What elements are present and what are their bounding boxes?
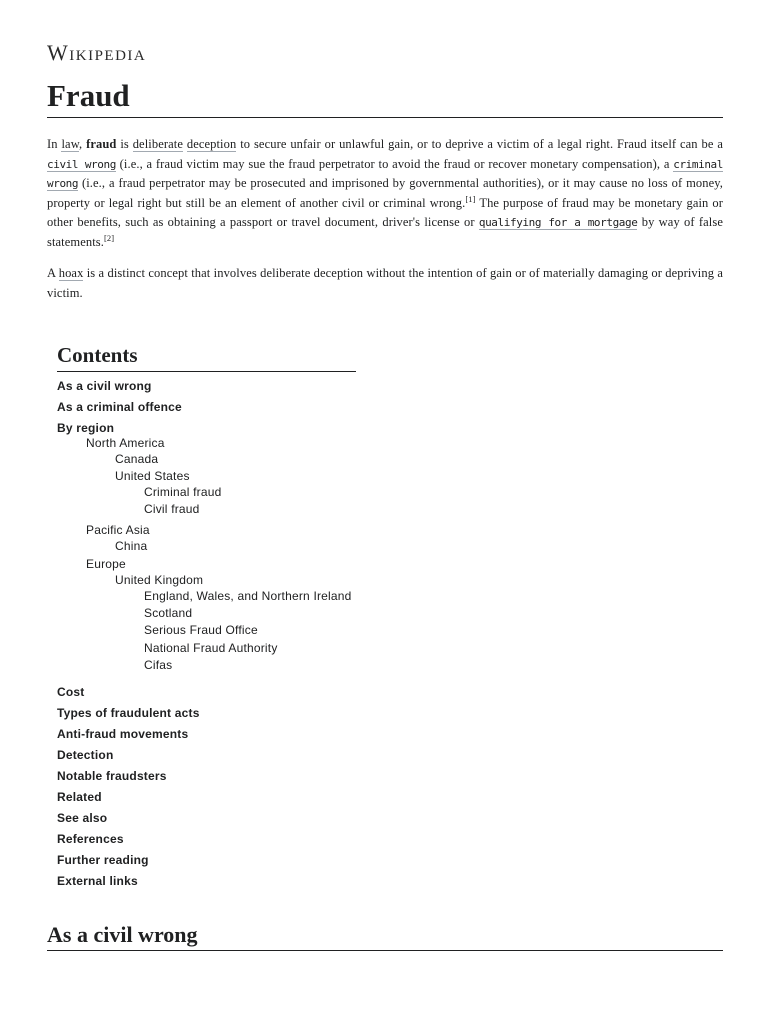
toc-item[interactable]: China [115,539,148,553]
toc-item[interactable]: Scotland [144,606,193,620]
toc-item[interactable]: External links [57,874,138,888]
toc-item[interactable]: Cifas [144,658,173,672]
hoax-paragraph [47,264,723,303]
toc-item[interactable]: See also [57,811,108,825]
link-deception[interactable]: deception [186,137,237,151]
toc-item[interactable]: Detection [57,748,114,762]
toc-item[interactable]: Europe [86,557,126,571]
toc-item[interactable]: Pacific Asia [86,523,150,537]
hoax-text: A [47,266,59,280]
toc-item[interactable]: As a civil wrong [57,379,152,393]
intro-text: to secure unfair or unlawful gain, or to deprive a victim of a legal right. Fraud itself can be a [236,137,723,151]
toc-item[interactable]: Cost [57,685,85,699]
toc-item[interactable]: Canada [115,452,159,466]
toc-item[interactable]: Notable fraudsters [57,769,167,783]
intro-text: (i.e., a fraud perpetrator may be prosecuted and imprisoned by governmental authorities), or it may cause no loss of money, property or legal right but still be an element of another civil or criminal wrong. [47,176,723,210]
intro-paragraph [47,135,723,252]
toc-item[interactable]: Criminal fraud [144,485,222,499]
toc-item[interactable]: Serious Fraud Office [144,623,258,637]
hoax-text: is a distinct concept that involves deliberate deception without the intention of gain or of materially damaging or depriving a victim. [47,266,723,300]
toc-item[interactable]: Types of fraudulent acts [57,706,200,720]
toc-item[interactable]: Civil fraud [144,502,200,516]
intro-text: In [47,137,62,151]
intro-text: The purpose of fraud may be monetary gain or other benefits, such as obtaining a passport or travel document, driver's license or [47,195,723,229]
table-of-contents [57,341,356,888]
link-civil-wrong[interactable]: civil wrong [47,157,116,171]
toc-item[interactable]: United Kingdom [115,573,204,587]
wikipedia-wordmark[interactable]: Wikipedia [47,40,147,65]
intro-text: by way of false statements. [47,215,723,249]
link-criminal-wrong[interactable]: criminal wrong [47,157,723,190]
intro-text: is [116,137,133,151]
link-deliberate[interactable]: deliberate [132,137,183,151]
toc-item[interactable]: Related [57,790,102,804]
bold-term-fraud: fraud [86,137,117,151]
toc-item[interactable]: As a criminal offence [57,400,182,414]
section-heading-civil-wrong: As a civil wrong [47,921,723,951]
reference-1[interactable]: [1] [465,193,476,204]
toc-item[interactable]: By region [57,421,115,435]
page-title: Fraud [47,76,723,118]
link-qualifying-for-a-mortgage[interactable]: qualifying for a mortgage [478,216,638,229]
reference-2[interactable]: [2] [104,232,115,243]
toc-item[interactable]: United States [115,469,190,483]
toc-item[interactable]: National Fraud Authority [144,641,278,655]
toc-item[interactable]: References [57,832,124,846]
intro-text: (i.e., a fraud victim may sue the fraud perpetrator to avoid the fraud or recover monetary compensation), a [115,156,674,171]
toc-item[interactable]: England, Wales, and Northern Ireland [144,589,352,603]
toc-item[interactable]: Further reading [57,853,149,867]
intro-text: , [79,137,87,151]
toc-item[interactable]: North America [86,436,165,450]
link-law[interactable]: law [61,137,80,151]
toc-title: Contents [57,341,356,372]
link-hoax[interactable]: hoax [58,266,84,280]
toc-item[interactable]: Anti-fraud movements [57,727,189,741]
